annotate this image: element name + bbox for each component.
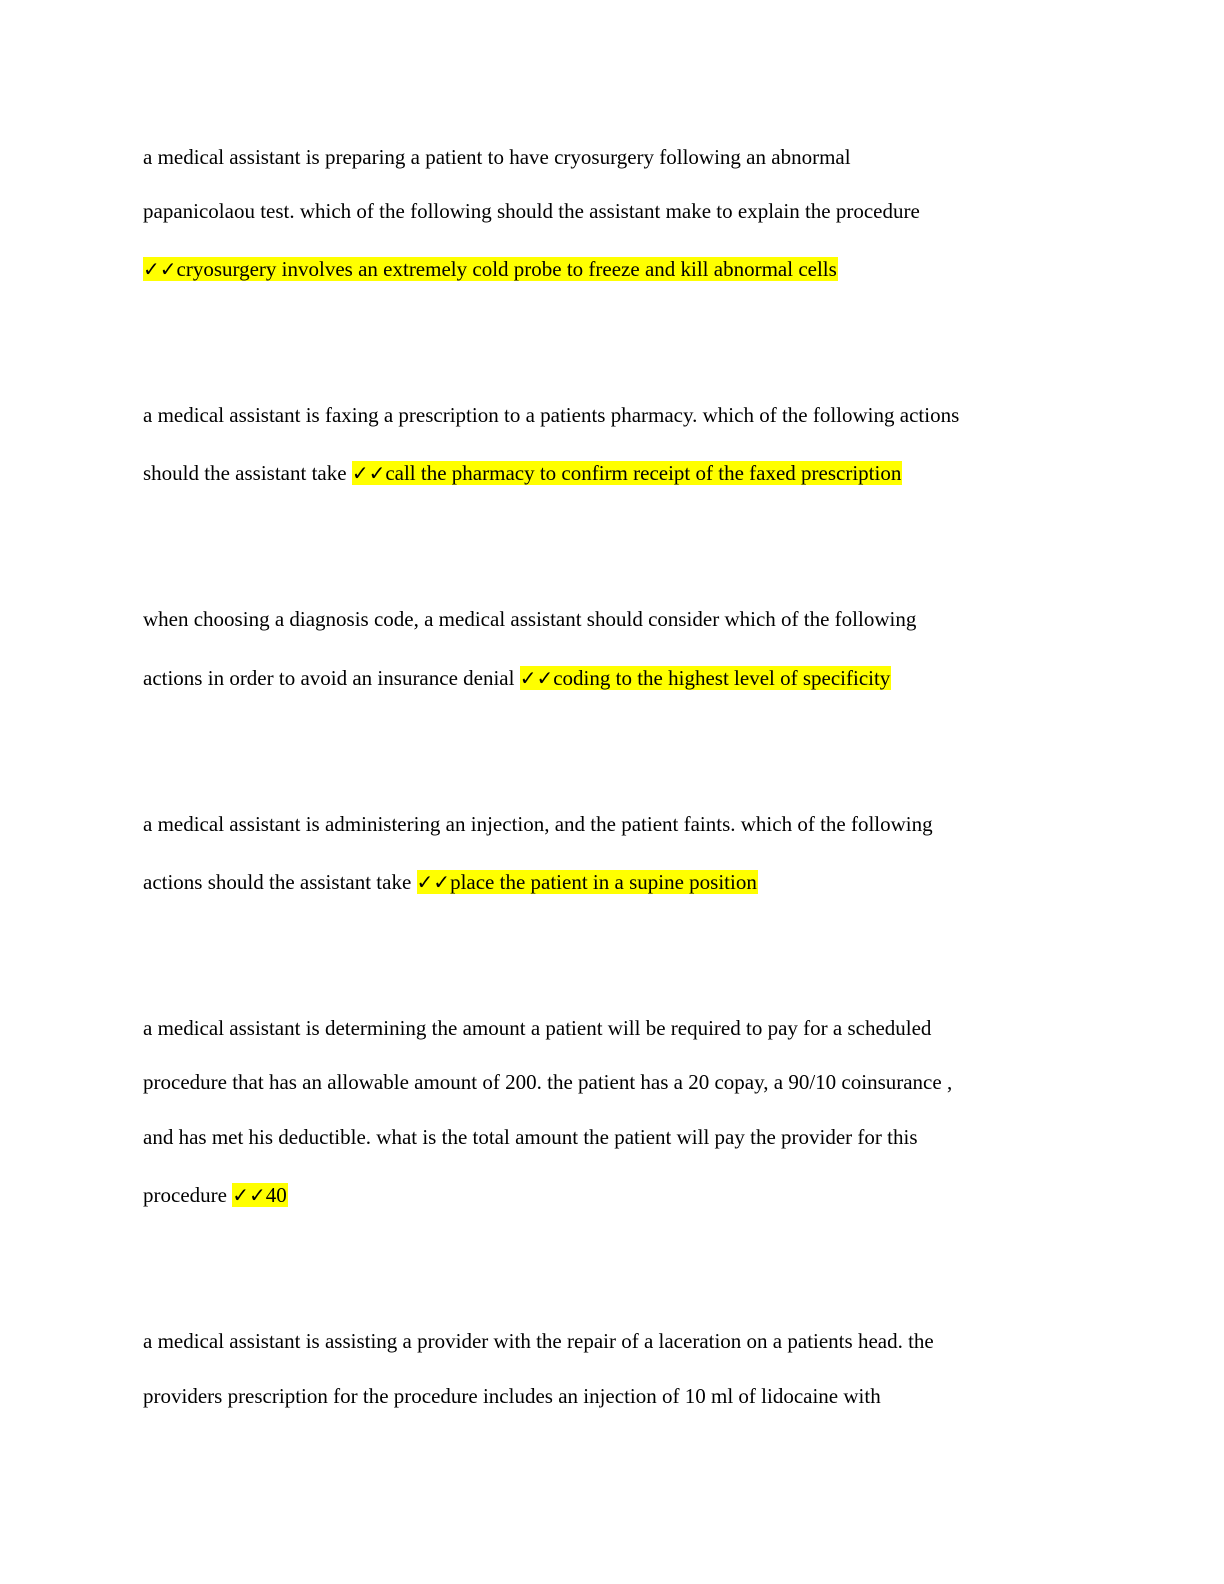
- question-4-line-2: [143, 866, 758, 898]
- answer-1-text: cryosurgery involves an extremely cold probe to freeze and kill abnormal cells: [176, 257, 837, 281]
- question-5-line-4: [143, 1179, 288, 1211]
- question-5-line-2: procedure that has an allowable amount of 200. the patient has a 20 copay, a 90/10 coinsurance ,: [143, 1070, 953, 1094]
- answer-4-highlight: [417, 870, 758, 894]
- answer-3-highlight: [520, 666, 892, 690]
- double-check-icon: ✓✓: [143, 257, 177, 281]
- question-6-line-1: a medical assistant is assisting a provider with the repair of a laceration on a patients head. the: [143, 1329, 934, 1353]
- question-4-line-1: a medical assistant is administering an injection, and the patient faints. which of the following: [143, 812, 933, 836]
- question-6-line-2: providers prescription for the procedure includes an injection of 10 ml of lidocaine with: [143, 1384, 881, 1408]
- question-1-line-2: papanicolaou test. which of the following should the assistant make to explain the procedure: [143, 199, 920, 223]
- answer-3-text: coding to the highest level of specificity: [553, 666, 891, 690]
- answer-5-text: 40: [265, 1183, 287, 1207]
- question-1-line-1: a medical assistant is preparing a patient to have cryosurgery following an abnormal: [143, 145, 851, 169]
- question-4-tail: actions should the assistant take: [143, 870, 417, 894]
- double-check-icon: ✓✓: [232, 1183, 266, 1207]
- answer-1-highlight: [143, 257, 838, 281]
- question-3-line-2: [143, 662, 891, 694]
- question-2-tail: should the assistant take: [143, 461, 352, 485]
- question-5-line-1: a medical assistant is determining the amount a patient will be required to pay for a scheduled: [143, 1016, 932, 1040]
- question-2-line-1: a medical assistant is faxing a prescription to a patients pharmacy. which of the following actions: [143, 403, 960, 427]
- question-5-tail: procedure: [143, 1183, 233, 1207]
- question-3-line-1: when choosing a diagnosis code, a medical assistant should consider which of the following: [143, 607, 917, 631]
- question-3-tail: actions in order to avoid an insurance denial: [143, 666, 520, 690]
- answer-4-text: place the patient in a supine position: [450, 870, 757, 894]
- answer-2-text: call the pharmacy to confirm receipt of the faxed prescription: [385, 461, 902, 485]
- question-2-line-2: [143, 457, 902, 489]
- double-check-icon: ✓✓: [351, 461, 386, 485]
- answer-2-highlight: [352, 461, 903, 485]
- answer-1-line: [143, 253, 838, 285]
- question-5-line-3: and has met his deductible. what is the total amount the patient will pay the provider for this: [143, 1125, 918, 1149]
- double-check-icon: ✓✓: [519, 666, 554, 690]
- answer-5-highlight: [232, 1183, 288, 1207]
- double-check-icon: ✓✓: [416, 870, 451, 894]
